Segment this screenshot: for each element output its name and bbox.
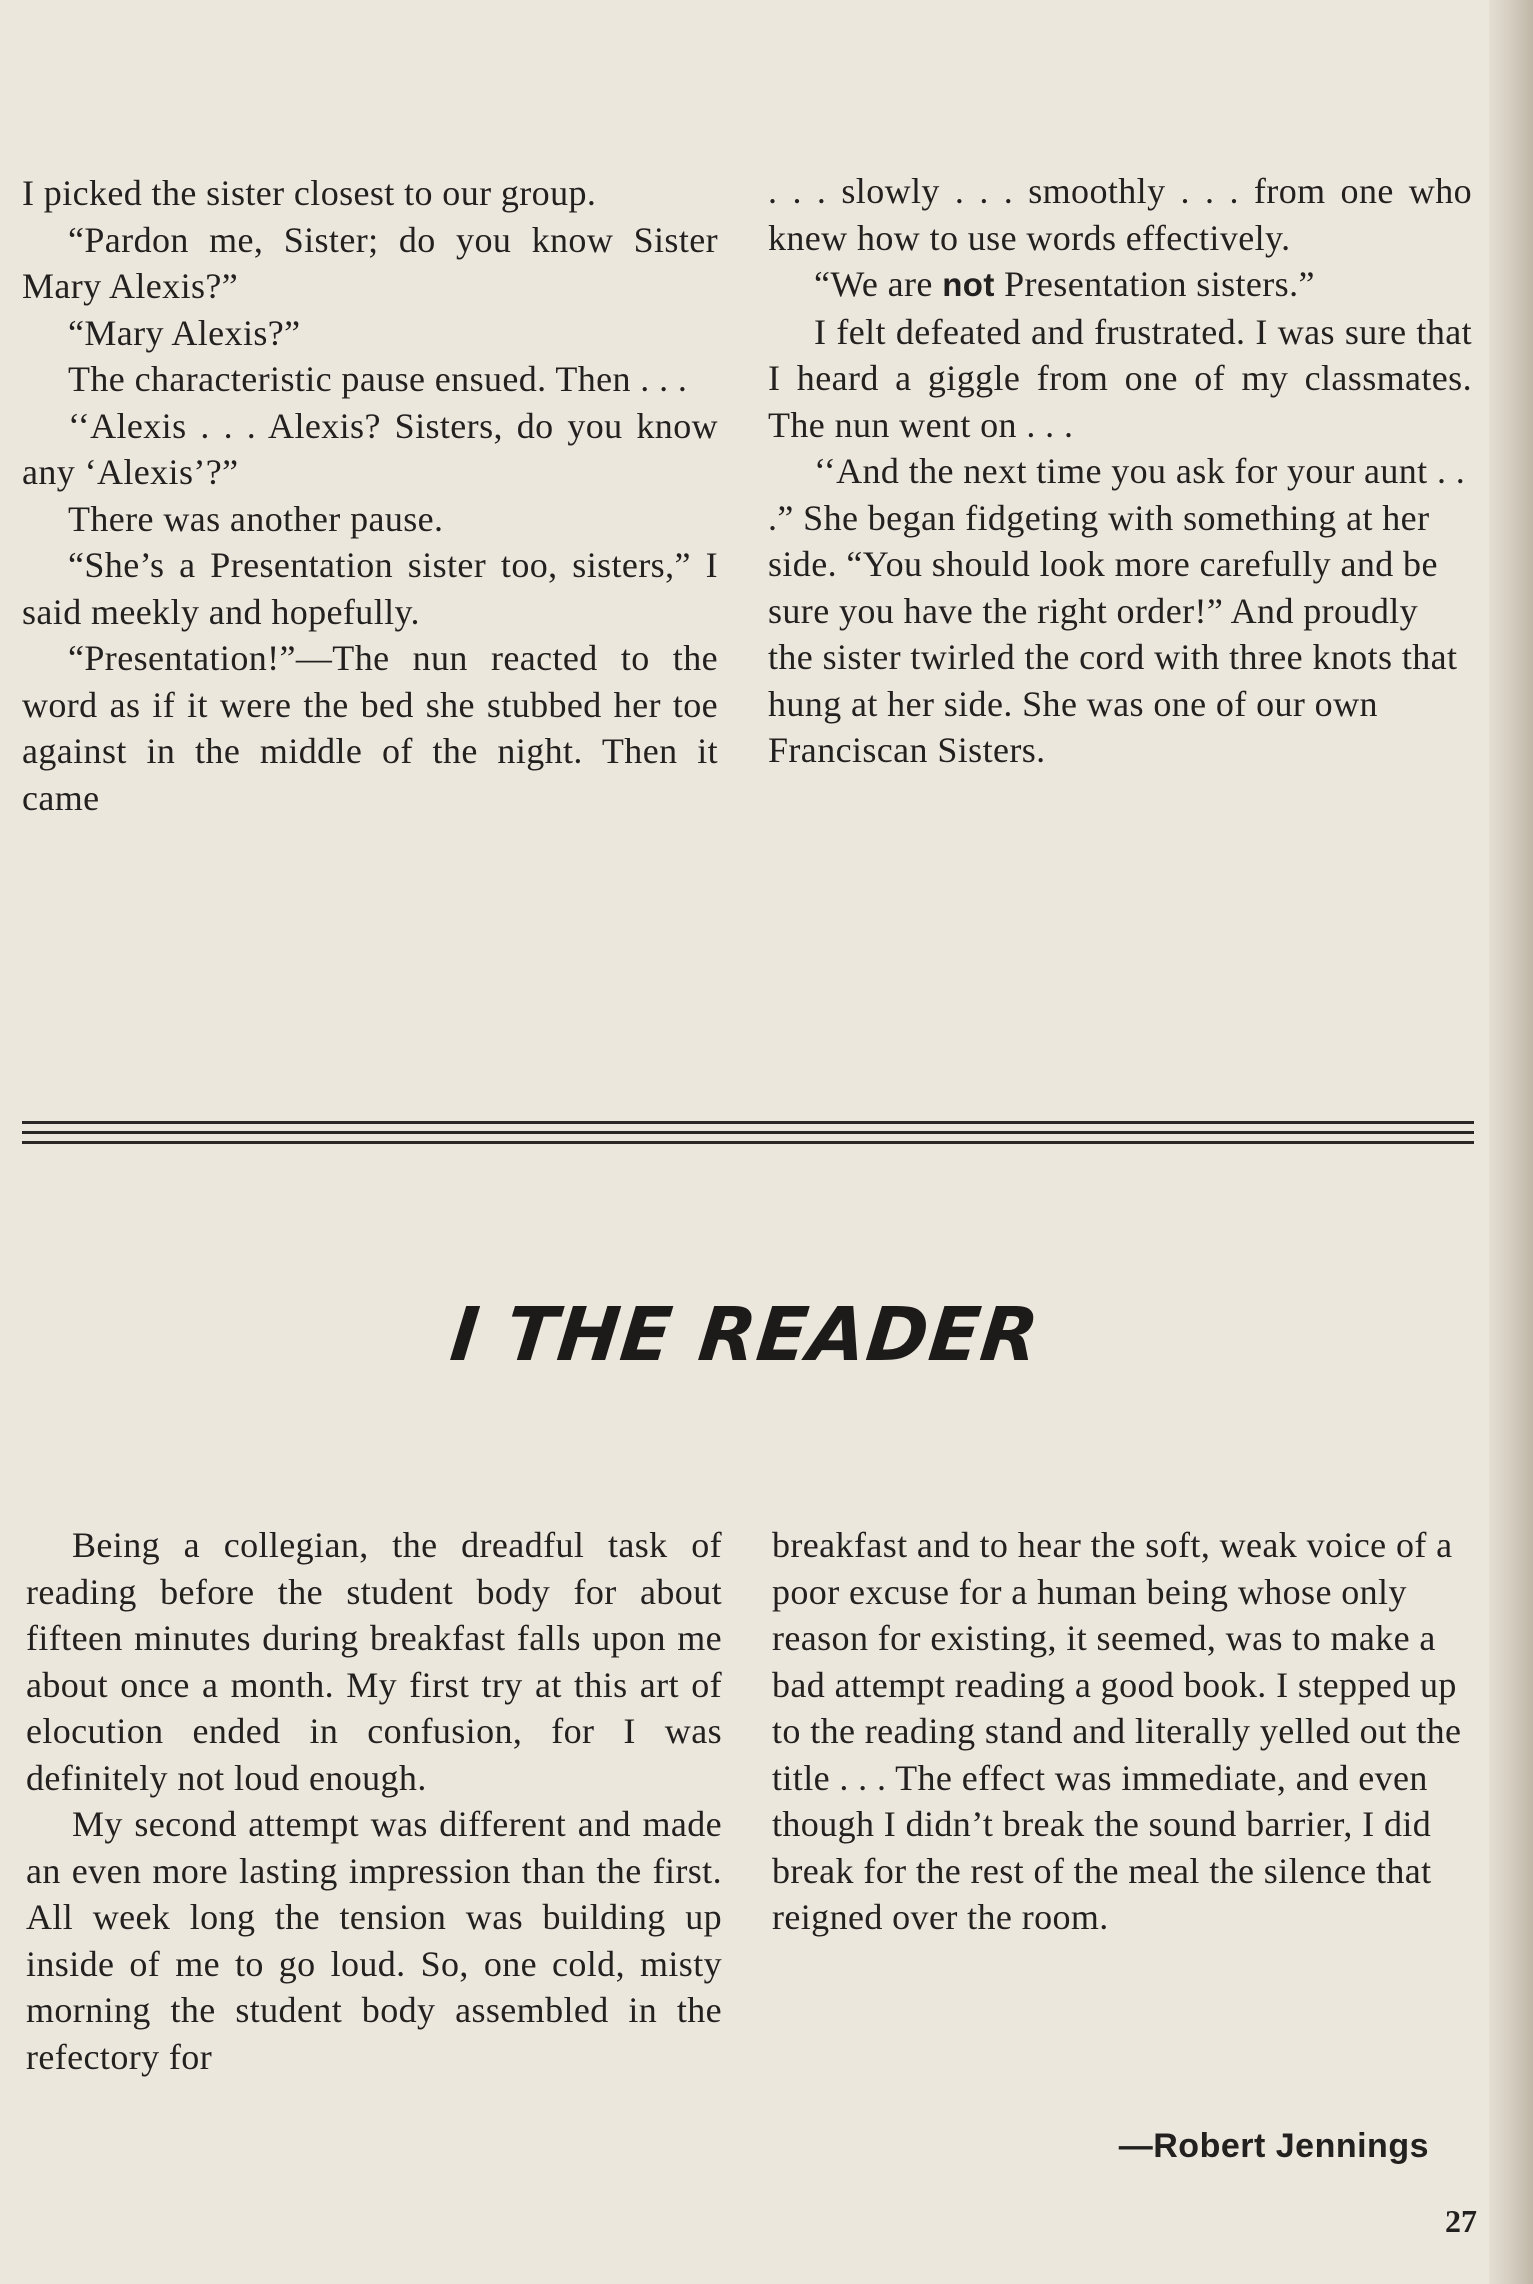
paragraph: I picked the sister closest to our group. xyxy=(22,173,597,213)
paragraph: “She’s a Presentation sister too, sisters,” I said meekly and hopefully. xyxy=(22,545,718,632)
paragraph: There was another pause. xyxy=(68,498,444,539)
article-right-column xyxy=(772,1522,1474,1941)
emphasis-not: not xyxy=(942,266,995,303)
paragraph: ‘‘And the next time you ask for your aunt . . .” She began fidgeting with something at her side. “You should look more carefully and be sure you have the right order!” And proudly the sister twirled the cord with three knots that hung at her side. She was one of our own Franciscan Sisters. xyxy=(768,451,1466,770)
paragraph: breakfast and to hear the soft, weak voice of a poor excuse for a human being whose only reason for existing, it seemed, was to make a bad attempt reading a good book. I stepped up to the reading stand and literally yelled out the title . . . The effect was immediate, and even though I didn’t break the sound barrier, I did break for the rest of the meal the silence that reigned over the room. xyxy=(772,1525,1462,1937)
story-continuation-right-column xyxy=(768,168,1472,774)
paragraph: The characteristic pause ensued. Then . . . xyxy=(68,359,688,399)
paragraph: I felt defeated and frustrated. I was sure that I heard a giggle from one of my classmates. The nun went on . . . xyxy=(768,311,1472,445)
story-continuation-left-column xyxy=(22,170,718,821)
author-byline: —Robert Jennings xyxy=(1118,2127,1429,2165)
page-number: 27 xyxy=(1445,2203,1477,2239)
section-divider-line xyxy=(22,1131,1474,1134)
section-divider-line xyxy=(22,1141,1474,1144)
section-divider-line xyxy=(22,1121,1474,1124)
paragraph: “Presentation!”—The nun reacted to the word as if it were the bed she stubbed her toe against in the middle of the night. Then it came xyxy=(22,638,718,818)
page-edge xyxy=(1489,0,1533,2284)
paragraph: . . . slowly . . . smoothly . . . from one who knew how to use words effectively. xyxy=(768,171,1472,258)
paragraph: “Mary Alexis?” xyxy=(68,312,301,353)
paragraph: My second attempt was different and made an even more lasting impression than the first. All week long the tension was building up inside of me to go loud. So, one cold, misty morning the student body assembled in the refectory for xyxy=(26,1804,722,2077)
quote-start: “We are xyxy=(814,264,943,304)
paragraph: Being a collegian, the dreadful task of reading before the student body for about fifteen minutes during breakfast falls upon me about once a month. My first try at this art of elocution ended in confusion, for I was definitely not loud enough. xyxy=(26,1525,722,1798)
article-title: I THE READER xyxy=(446,1292,1044,1378)
paragraph: ‘‘Alexis . . . Alexis? Sisters, do you know any ‘Alexis’?” xyxy=(22,405,718,492)
paragraph: “Pardon me, Sister; do you know Sister Mary Alexis?” xyxy=(22,219,718,306)
quote-end: Presentation sisters.” xyxy=(994,264,1315,304)
paragraph xyxy=(768,261,1472,309)
article-left-column xyxy=(26,1522,722,2080)
